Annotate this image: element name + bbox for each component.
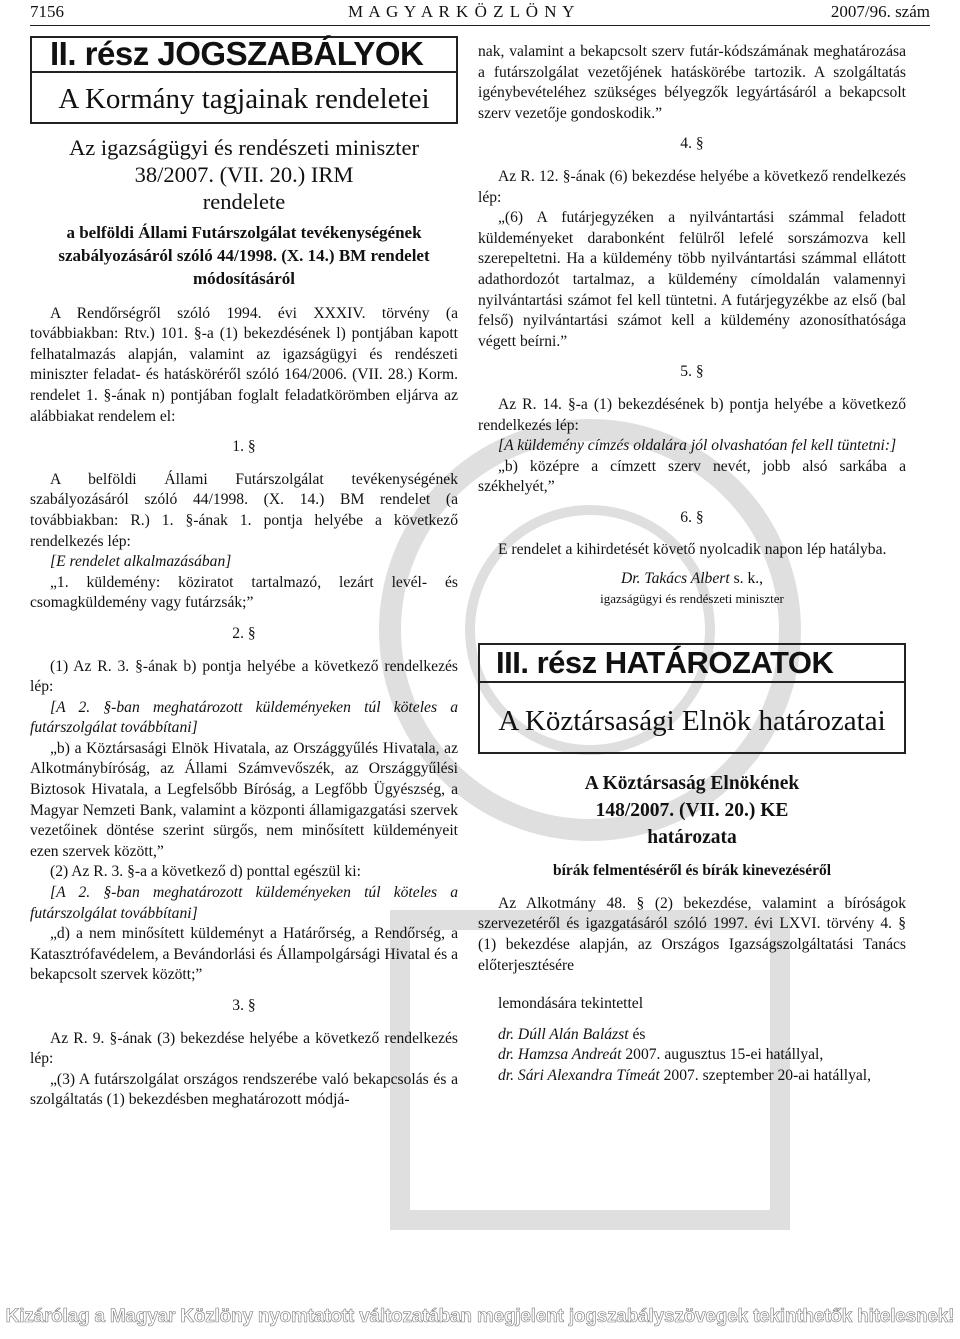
section-2-para-2: (2) Az R. 3. §-a a következő d) ponttal egészül ki:: [50, 863, 361, 881]
judge-3-suffix: 2007. szeptember 20-ai hatállyal,: [659, 1067, 872, 1084]
judge-3-name: dr. Sári Alexandra Tímeát: [498, 1067, 660, 1084]
section-6-heading: 6. §: [680, 508, 704, 526]
decree-issuer: Az igazságügyi és rendészeti miniszter: [69, 134, 419, 160]
part-heading: II. rész JOGSZABÁLYOK: [30, 36, 458, 73]
section-1-text: A belföldi Állami Futárszolgálat tevékenységének szabályozásáról szóló 44/1998. (X. 14.) BM rendelet (a továbbiakban: R.) 1. §-ának 1. pontja helyébe a következő rendelkezés lép:: [30, 470, 458, 550]
part-3-heading: III. rész HATÁROZATOK: [480, 645, 904, 684]
signature: [478, 569, 906, 590]
resolution-number: 148/2007. (VII. 20.) KE: [595, 800, 789, 822]
preamble: A Rendőrségről szóló 1994. évi XXXIV. törvény (a továbbiakban: Rtv.) 101. §-a (1) bekezdésének l) pontjában kapott felhatalmazás alapján, valamint az igazságügyi és rendészeti miniszter feladat- és hatásköréről szóló 164/2006. (VII. 28.) Korm. rendelet 1. §-ának n) pontjában foglalt feladatkörömben eljárva az alábbiakat rendelem el:: [30, 304, 458, 425]
section-title: A Kormány tagjainak rendeletei: [30, 73, 458, 124]
section-4-text: Az R. 12. §-ának (6) bekezdése helyébe a következő rendelkezés lép:: [478, 167, 906, 206]
resolution-kind: határozata: [647, 827, 737, 849]
part-3-box: [478, 643, 906, 755]
section-1-quote: „1. küldemény: köziratot tartalmazó, lezárt levél- és csomagküldemény vagy futárzsák;”: [30, 573, 458, 612]
resolution-preamble: Az Alkotmány 48. § (2) bekezdése, valamint a bíróságok szervezetéről és igazgatásáról szóló 1997. évi LXVI. törvény 4. § (1) bekezdése alapján, az Országos Igazságszolgáltatási Tanács előterjesztésére: [478, 894, 906, 974]
header-rule: [30, 25, 930, 26]
judge-2: [478, 1045, 906, 1066]
right-column: [478, 42, 906, 1087]
journal-name: M A G Y A R K Ö Z L Ö N Y: [348, 2, 576, 21]
section-3-heading: 3. §: [232, 997, 256, 1014]
section-5-quote: „b) középre a címzett szerv nevét, jobb alsó sarkába a székhelyét,”: [478, 457, 906, 496]
section-5-text: Az R. 14. §-a (1) bekezdésének b) pontja helyébe a következő rendelkezés lép:: [478, 395, 906, 434]
judge-1-name: dr. Dúll Alán Balázst: [498, 1025, 629, 1043]
section-4-heading: 4. §: [680, 135, 704, 153]
section-1-heading: 1. §: [232, 438, 256, 456]
page-number: 7156: [30, 2, 64, 21]
judge-2-suffix: 2007. augusztus 15-ei hatállyal,: [621, 1046, 824, 1064]
section-4-quote: „(6) A futárjegyzéken a nyilvántartási számmal feladott küldeményeket darabonként felülről lefelé sorszámozva kell szerepeltetni. Ha a küldemény több nyilvántartási számmal ellátott adathordozót tartalmaz, a küldemény címoldalán valamennyi nyilvántartási számot fel kell tüntetni. A futárjegyzékbe az első (bal felső) nyilvántartási számot kell a küldemény azonosíthatósága végett beírni.”: [478, 209, 906, 350]
decree-number: 38/2007. (VII. 20.) IRM: [134, 161, 354, 187]
section-2-bracket-2: [A 2. §-ban meghatározott küldeményeken túl köteles a futárszolgálat továbbítani]: [30, 884, 458, 922]
left-column: [30, 36, 458, 1111]
judge-1: [478, 1025, 906, 1046]
signer-title: igazságügyi és rendészeti miniszter: [600, 590, 784, 606]
judge-1-suffix: és: [628, 1025, 646, 1043]
resolution-issuer: A Köztársaság Elnökének: [584, 773, 800, 795]
running-header: [30, 0, 930, 26]
section-2-quote-1: „b) a Köztársasági Elnök Hivatala, az Országgyűlés Hivatala, az Alkotmánybíróság, az Állami Számvevőszék, az Országgyűlési Biztosok Hivatala, a Legfelsőbb Bíróság, a Legfőbb Ügyészség, a Magyar Nemzeti Bank, valamint a központi államigazgatási szervek vezetőinek döntése szerint sürgős, nem minősített küldeményeit ezen szervek között,”: [30, 739, 458, 860]
signer-suffix: s. k.,: [729, 570, 764, 588]
decree-subject: a belföldi Állami Futárszolgálat tevékenységének szabályozásáról szóló 44/1998. (X. 14.) BM rendelet módosításáról: [58, 222, 430, 288]
part-3-title: A Köztársasági Elnök határozatai: [498, 705, 886, 738]
authenticity-footer: Kizárólag a Magyar Közlöny nyomtatott változatában megjelent jogszabályszövegek tekinthetők hitelesnek!: [5, 1306, 955, 1327]
section-3-continued: nak, valamint a bekapcsolt szerv futár-kódszámának meghatározása a futárszolgálat vezetőjének hatáskörébe tartozik. A szolgáltatás igénybevételéhez szükséges bélyegzők legyártásáról a bekapcsolt szerv vezetője gondoskodik.”: [478, 43, 906, 122]
judge-3: [478, 1066, 906, 1087]
issue-number: 2007/96. szám: [830, 2, 930, 21]
resolution-subject: bírák felmentéséről és bírák kinevezéséről: [552, 862, 832, 880]
decree-kind: rendelete: [202, 188, 286, 214]
section-5-heading: 5. §: [680, 363, 704, 381]
section-2-bracket-1: [A 2. §-ban meghatározott küldeményeken túl köteles a futárszolgálat továbbítani]: [30, 698, 458, 737]
section-6-text: E rendelet a kihirdetését követő nyolcadik napon lép hatályba.: [498, 541, 887, 559]
section-1-bracket: [E rendelet alkalmazásában]: [50, 553, 232, 571]
judge-2-name: dr. Hamzsa Andreát: [498, 1046, 622, 1064]
resignation-note: lemondására tekintettel: [498, 995, 644, 1013]
section-2-para-1: (1) Az R. 3. §-ának b) pontja helyébe a következő rendelkezés lép:: [30, 657, 458, 696]
signer-name: Dr. Takács Albert: [620, 570, 730, 588]
section-3-quote: „(3) A futárszolgálat országos rendszerébe való bekapcsolás és a szolgáltatás (1) bekezdésben meghatározott módjá-: [30, 1070, 458, 1109]
section-3-text: Az R. 9. §-ának (3) bekezdése helyébe a következő rendelkezés lép:: [30, 1029, 458, 1068]
section-2-quote-2: „d) a nem minősített küldeményt a Határőrség, a Rendőrség, a Katasztrófavédelem, a Bevándorlási és Állampolgársági Hivatal és a bekapcsolt szervek között;”: [30, 925, 458, 984]
section-2-heading: 2. §: [232, 624, 256, 642]
section-5-bracket: [A küldemény címzés oldalára jól olvashatóan fel kell tüntetni:]: [498, 437, 897, 455]
